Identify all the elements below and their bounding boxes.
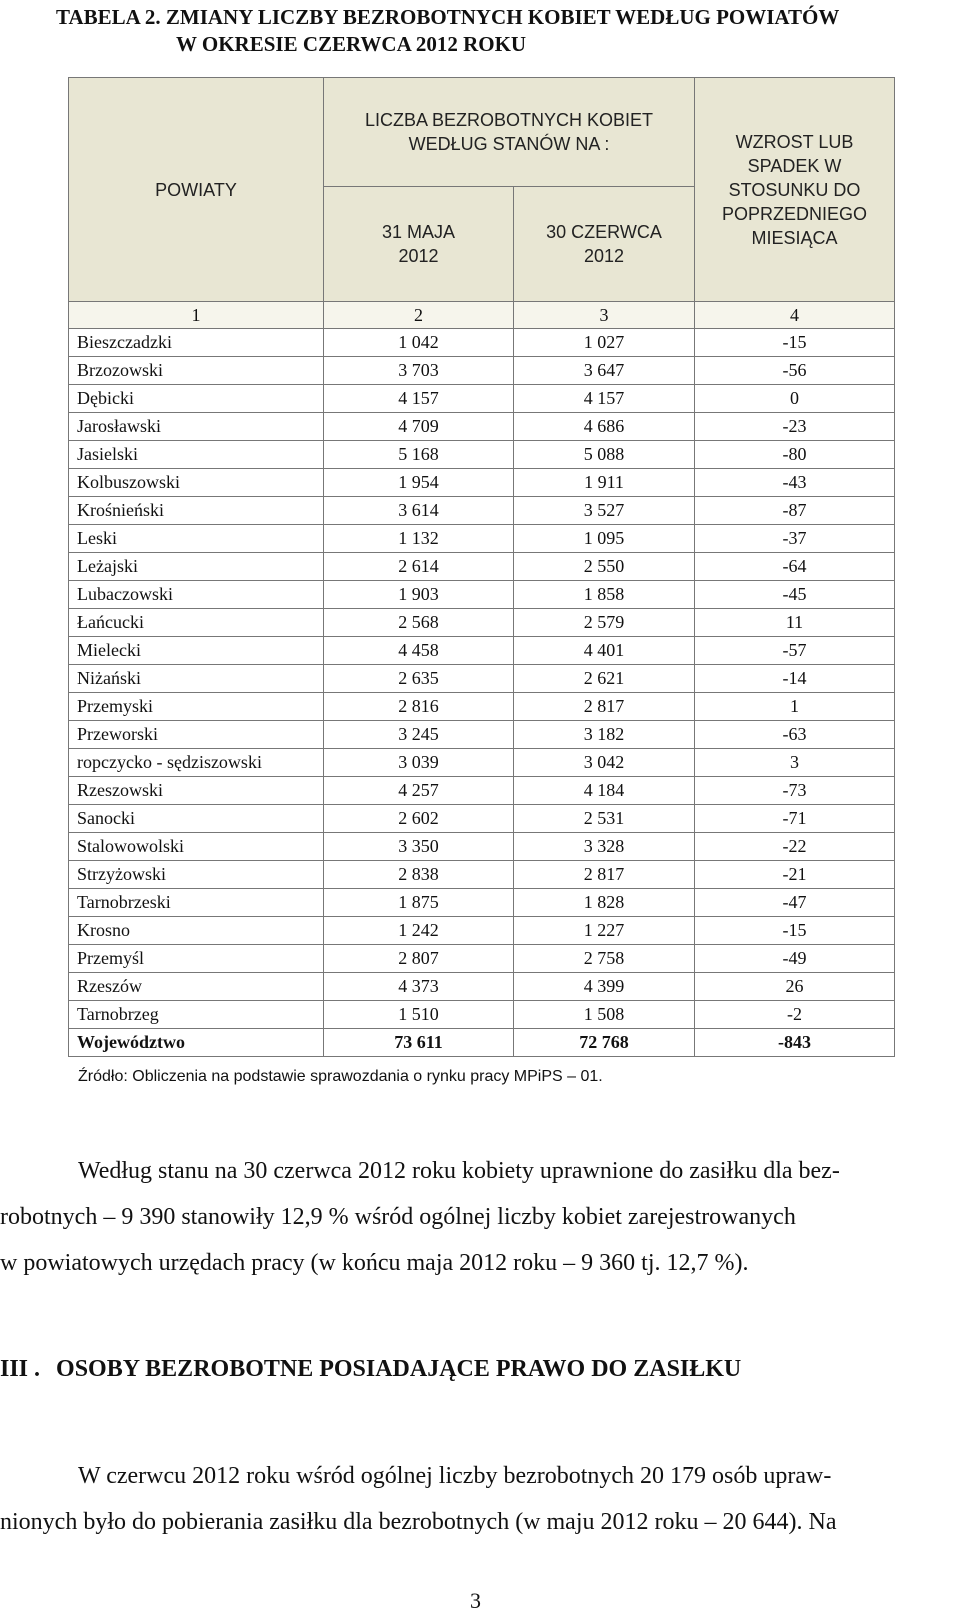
june-value-cell: 1 095 [514,525,695,553]
may-value-cell: 2 602 [324,805,514,833]
powiat-name-cell: Kolbuszowski [69,469,324,497]
change-value-cell: -47 [695,889,895,917]
june-value-cell: 2 817 [514,693,695,721]
powiat-name-cell: Lubaczowski [69,581,324,609]
powiat-name-cell: Leżajski [69,553,324,581]
change-value-cell: -15 [695,329,895,357]
june-value-cell: 2 579 [514,609,695,637]
may-value-cell: 5 168 [324,441,514,469]
table-total-row [69,1029,895,1057]
paragraph-2 [0,1453,958,1545]
june-value-cell: 1 027 [514,329,695,357]
change-value-cell: -63 [695,721,895,749]
change-value-cell: 0 [695,385,895,413]
table-row [69,1001,895,1029]
header-may [324,187,514,302]
table-row [69,553,895,581]
june-value-cell: 3 182 [514,721,695,749]
powiat-name-cell: Mielecki [69,637,324,665]
june-value-cell: 1 828 [514,889,695,917]
may-value-cell: 1 875 [324,889,514,917]
change-value-cell: 26 [695,973,895,1001]
table-row [69,833,895,861]
change-value-cell: 3 [695,749,895,777]
change-value-cell: -15 [695,917,895,945]
powiat-name-cell: Stalowowolski [69,833,324,861]
table-row [69,889,895,917]
change-value-cell: -56 [695,357,895,385]
may-value-cell: 1 954 [324,469,514,497]
june-value-cell: 4 399 [514,973,695,1001]
page-number: 3 [470,1588,481,1613]
powiat-name-cell: Krośnieński [69,497,324,525]
powiat-name-cell: Rzeszów [69,973,324,1001]
header-june [514,187,695,302]
powiat-name-cell: Jasielski [69,441,324,469]
table-row [69,777,895,805]
june-value-cell: 4 184 [514,777,695,805]
may-value-cell: 2 614 [324,553,514,581]
paragraph-1-line: w powiatowych urzędach pracy (w końcu maja 2012 roku – 9 360 tj. 12,7 %). [0,1250,749,1276]
june-value-cell: 3 527 [514,497,695,525]
may-value-cell: 2 838 [324,861,514,889]
powiat-name-cell: Rzeszowski [69,777,324,805]
column-number: 4 [695,302,895,329]
may-value-cell: 1 903 [324,581,514,609]
june-value-cell: 4 157 [514,385,695,413]
powiat-name-cell: Leski [69,525,324,553]
june-value-cell: 1 858 [514,581,695,609]
column-number-row [69,302,895,329]
may-value-cell: 2 635 [324,665,514,693]
table-row [69,665,895,693]
powiat-name-cell: Dębicki [69,385,324,413]
table-row [69,357,895,385]
may-value-cell: 3 614 [324,497,514,525]
header-june-label: 30 CZERWCA 2012 [546,222,662,266]
header-change [695,78,895,302]
powiat-name-cell: Niżański [69,665,324,693]
powiat-name-cell: Przeworski [69,721,324,749]
may-value-cell: 3 039 [324,749,514,777]
table-row [69,609,895,637]
change-value-cell: -43 [695,469,895,497]
section-heading [0,1356,741,1383]
powiat-name-cell: Tarnobrzeg [69,1001,324,1029]
table-row [69,749,895,777]
may-value-cell: 1 510 [324,1001,514,1029]
june-value-cell: 3 647 [514,357,695,385]
powiat-name-cell: Tarnobrzeski [69,889,324,917]
table-row [69,413,895,441]
june-value-cell: 1 227 [514,917,695,945]
unemployment-table [68,77,895,1057]
change-value-cell: -23 [695,413,895,441]
may-value-cell: 2 816 [324,693,514,721]
powiat-name-cell: ropczycko - sędziszowski [69,749,324,777]
table-row [69,945,895,973]
powiat-name-cell: Krosno [69,917,324,945]
table-title-line-2: W OKRESIE CZERWCA 2012 ROKU [176,32,527,56]
table-row [69,637,895,665]
may-value-cell: 4 157 [324,385,514,413]
change-value-cell: -64 [695,553,895,581]
june-value-cell: 1 911 [514,469,695,497]
table-row [69,721,895,749]
table-row [69,917,895,945]
header-change-label: WZROST LUB SPADEK W STOSUNKU DO POPRZEDNIEGO MIESIĄCA [722,131,868,248]
change-value-cell: -21 [695,861,895,889]
paragraph-1-line: Według stanu na 30 czerwca 2012 roku kobiety uprawnione do zasiłku dla bez- [78,1158,840,1184]
june-value-cell: 4 401 [514,637,695,665]
june-value-cell: 5 088 [514,441,695,469]
change-value-cell: -49 [695,945,895,973]
change-value-cell: 11 [695,609,895,637]
table-title-line-1: TABELA 2. ZMIANY LICZBY BEZROBOTNYCH KOBIET WEDŁUG POWIATÓW [56,5,840,29]
section-number: III . [0,1356,41,1382]
powiat-name-cell: Przemyski [69,693,324,721]
june-value-cell: 2 758 [514,945,695,973]
column-number: 3 [514,302,695,329]
table-row [69,441,895,469]
table-row [69,581,895,609]
change-value-cell: 1 [695,693,895,721]
june-value-cell: 2 531 [514,805,695,833]
table-row [69,329,895,357]
change-value-cell: -37 [695,525,895,553]
powiat-name-cell: Województwo [69,1029,324,1057]
header-group-label: LICZBA BEZROBOTNYCH KOBIET WEDŁUG STANÓW NA : [364,110,654,154]
header-group [324,78,695,187]
change-value-cell: -73 [695,777,895,805]
may-value-cell: 2 807 [324,945,514,973]
header-powiaty: POWIATY [69,78,324,302]
may-value-cell: 3 703 [324,357,514,385]
powiat-name-cell: Brzozowski [69,357,324,385]
powiat-name-cell: Sanocki [69,805,324,833]
may-value-cell: 73 611 [324,1029,514,1057]
change-value-cell: -45 [695,581,895,609]
paragraph-2-line: W czerwcu 2012 roku wśród ogólnej liczby bezrobotnych 20 179 osób upraw- [78,1463,832,1489]
may-value-cell: 3 245 [324,721,514,749]
powiat-name-cell: Jarosławski [69,413,324,441]
paragraph-1 [0,1148,958,1286]
powiat-name-cell: Łańcucki [69,609,324,637]
change-value-cell: -71 [695,805,895,833]
may-value-cell: 3 350 [324,833,514,861]
table-row [69,861,895,889]
may-value-cell: 4 257 [324,777,514,805]
may-value-cell: 1 042 [324,329,514,357]
change-value-cell: -14 [695,665,895,693]
june-value-cell: 3 042 [514,749,695,777]
june-value-cell: 2 550 [514,553,695,581]
may-value-cell: 1 242 [324,917,514,945]
table-row [69,385,895,413]
change-value-cell: -2 [695,1001,895,1029]
may-value-cell: 4 458 [324,637,514,665]
table-row [69,805,895,833]
column-number: 2 [324,302,514,329]
column-number: 1 [69,302,324,329]
may-value-cell: 1 132 [324,525,514,553]
powiat-name-cell: Przemyśl [69,945,324,973]
table-row [69,973,895,1001]
may-value-cell: 2 568 [324,609,514,637]
may-value-cell: 4 709 [324,413,514,441]
change-value-cell: -80 [695,441,895,469]
june-value-cell: 4 686 [514,413,695,441]
june-value-cell: 3 328 [514,833,695,861]
table-title [56,4,839,58]
june-value-cell: 1 508 [514,1001,695,1029]
change-value-cell: -87 [695,497,895,525]
table-row [69,693,895,721]
june-value-cell: 72 768 [514,1029,695,1057]
paragraph-1-line: robotnych – 9 390 stanowiły 12,9 % wśród ogólnej liczby kobiet zarejestrowanych [0,1204,796,1230]
june-value-cell: 2 621 [514,665,695,693]
header-may-label: 31 MAJA 2012 [381,222,456,266]
paragraph-2-line: nionych było do pobierania zasiłku dla bezrobotnych (w maju 2012 roku – 20 644). Na [0,1509,837,1535]
table-row [69,525,895,553]
table-row [69,497,895,525]
june-value-cell: 2 817 [514,861,695,889]
change-value-cell: -57 [695,637,895,665]
powiat-name-cell: Strzyżowski [69,861,324,889]
change-value-cell: -843 [695,1029,895,1057]
section-title: OSOBY BEZROBOTNE POSIADAJĄCE PRAWO DO ZASIŁKU [56,1356,742,1382]
change-value-cell: -22 [695,833,895,861]
table-row [69,469,895,497]
source-note: Źródło: Obliczenia na podstawie sprawozdania o rynku pracy MPiPS – 01. [78,1068,603,1085]
powiat-name-cell: Bieszczadzki [69,329,324,357]
may-value-cell: 4 373 [324,973,514,1001]
